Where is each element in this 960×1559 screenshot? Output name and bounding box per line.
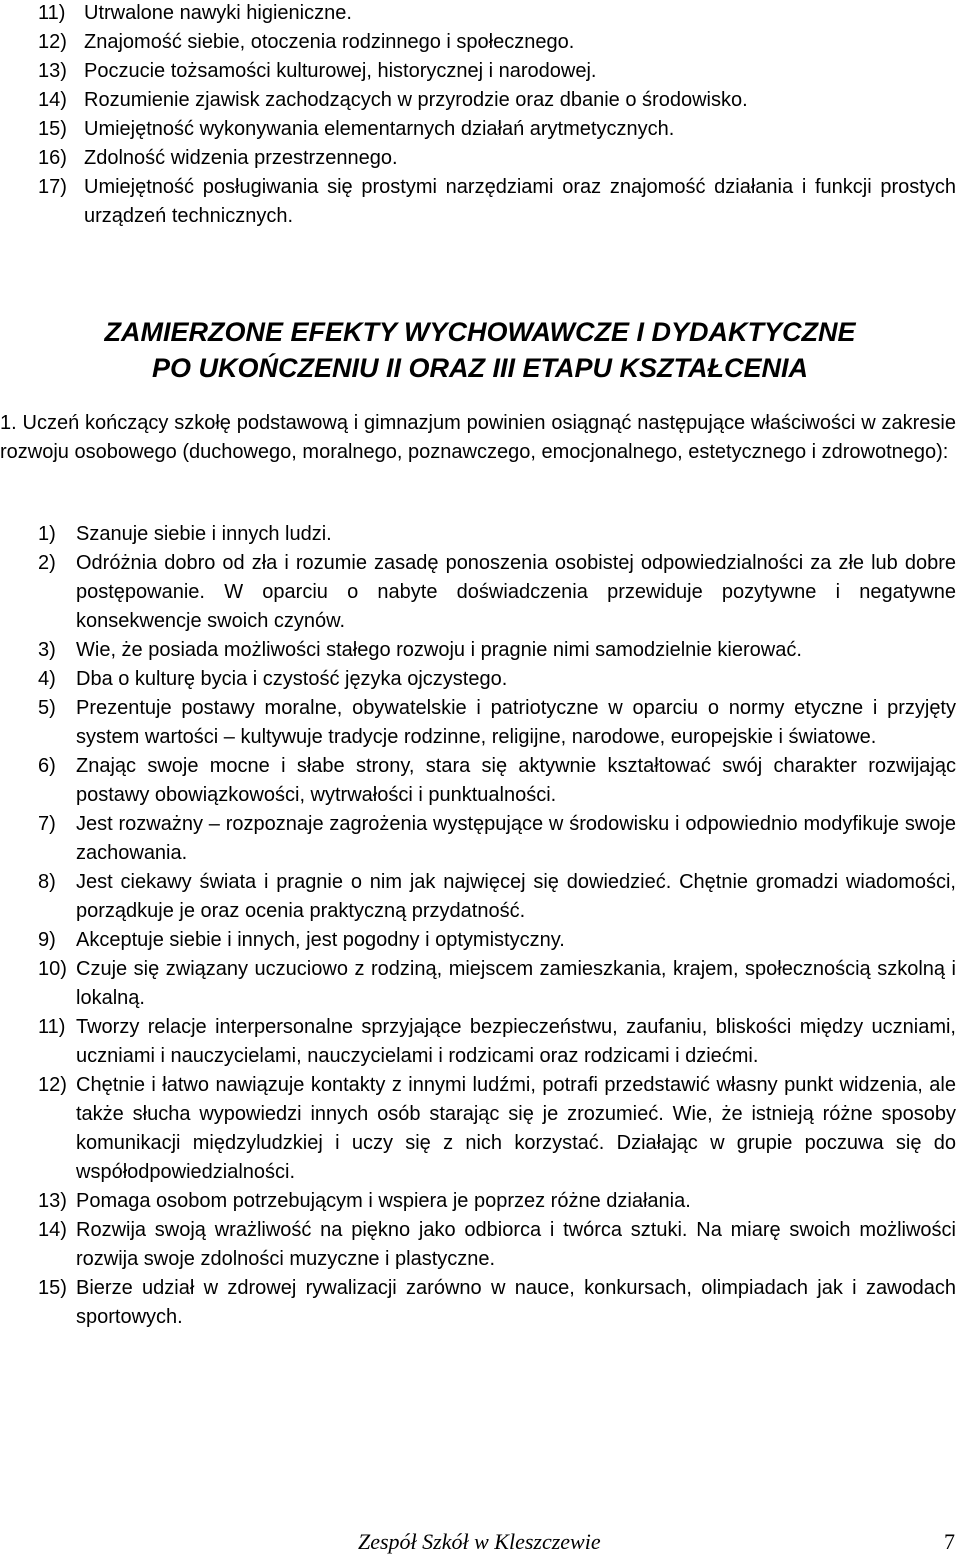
list-item-number: 13)	[38, 60, 67, 82]
list-item-number: 3)	[38, 639, 56, 661]
list-item	[38, 694, 956, 752]
list-item-number: 4)	[38, 668, 56, 690]
list-item-text: Jest ciekawy świata i pragnie o nim jak najwięcej się dowiedzieć. Chętnie gromadzi wiadomości, porządkuje je oraz ocenia praktyczną przydatność.	[76, 871, 956, 922]
list-item-number: 10)	[38, 958, 67, 980]
list-item-number: 7)	[38, 813, 56, 835]
list-item-text: Akceptuje siebie i innych, jest pogodny i optymistyczny.	[76, 929, 565, 951]
list-item-text: Pomaga osobom potrzebującym i wspiera je poprzez różne działania.	[76, 1190, 691, 1212]
list-item-text: Odróżnia dobro od zła i rozumie zasadę ponoszenia osobistej odpowiedzialności za złe lub dobre postępowanie. W oparciu o nabyte doświadczenia przewiduje pozytywne i negatywne konsekwencje swoich czynów.	[76, 552, 956, 632]
section-heading	[0, 314, 960, 386]
intro-paragraph	[0, 409, 956, 467]
list-item	[38, 926, 956, 955]
list-item	[38, 28, 956, 57]
list-item-number: 2)	[38, 552, 56, 574]
list-item-number: 14)	[38, 1219, 67, 1241]
list-item	[38, 1216, 956, 1274]
list-item-text: Jest rozważny – rozpoznaje zagrożenia występujące w środowisku i odpowiednio modyfikuje swoje zachowania.	[76, 813, 956, 864]
list-item-text: Znajomość siebie, otoczenia rodzinnego i społecznego.	[84, 31, 575, 53]
list-item-text: Zdolność widzenia przestrzennego.	[84, 147, 398, 169]
list-item-number: 12)	[38, 31, 67, 53]
list-item	[38, 1274, 956, 1332]
list-item	[38, 955, 956, 1013]
list-item	[38, 173, 956, 231]
list-item	[38, 1071, 956, 1187]
list-item-text: Szanuje siebie i innych ludzi.	[76, 523, 332, 545]
list-item-text: Rozwija swoją wrażliwość na piękno jako odbiorca i twórca sztuki. Na miarę swoich możliwości rozwija swoje zdolności muzyczne i plastyczne.	[76, 1219, 956, 1270]
list-item-text: Umiejętność posługiwania się prostymi narzędziami oraz znajomość działania i funkcji prostych urządzeń technicznych.	[84, 176, 956, 227]
footer-page-number: 7	[944, 1529, 955, 1554]
skills-list-continued	[38, 0, 956, 231]
intro-number: 1.	[0, 412, 23, 434]
list-item	[38, 868, 956, 926]
list-item-text: Umiejętność wykonywania elementarnych działań arytmetycznych.	[84, 118, 675, 140]
list-item	[38, 1013, 956, 1071]
list-item-text: Utrwalone nawyki higieniczne.	[84, 2, 352, 24]
list-item-text: Dba o kulturę bycia i czystość języka ojczystego.	[76, 668, 508, 690]
list-item-number: 16)	[38, 147, 67, 169]
list-item-number: 13)	[38, 1190, 67, 1212]
heading-line-1: ZAMIERZONE EFEKTY WYCHOWAWCZE I DYDAKTYCZNE	[104, 317, 856, 347]
list-item-text: Czuje się związany uczuciowo z rodziną, miejscem zamieszkania, krajem, społecznością szkolną i lokalną.	[76, 958, 956, 1009]
list-item-text: Znając swoje mocne i słabe strony, stara się aktywnie kształtować swój charakter rozwijając postawy obowiązkowości, wytrwałości i punktualności.	[76, 755, 956, 806]
list-item-text: Wie, że posiada możliwości stałego rozwoju i pragnie nimi samodzielnie kierować.	[76, 639, 802, 661]
list-item-number: 17)	[38, 176, 67, 198]
list-item	[38, 810, 956, 868]
list-item-text: Bierze udział w zdrowej rywalizacji zarówno w nauce, konkursach, olimpiadach jak i zawodach sportowych.	[76, 1277, 956, 1328]
list-item-number: 15)	[38, 118, 67, 140]
list-item	[38, 57, 956, 86]
list-item-text: Prezentuje postawy moralne, obywatelskie i patriotyczne w oparciu o normy etyczne i przyjęty system wartości – kultywuje tradycje rodzinne, religijne, narodowe, europejskie i światowe.	[76, 697, 956, 748]
list-item-number: 11)	[38, 1016, 66, 1038]
heading-line-2: PO UKOŃCZENIU II ORAZ III ETAPU KSZTAŁCENIA	[151, 353, 808, 383]
list-item	[38, 115, 956, 144]
list-item	[38, 86, 956, 115]
list-item-text: Tworzy relacje interpersonalne sprzyjające bezpieczeństwu, zaufaniu, bliskości między uczniami, uczniami i nauczycielami, nauczycielami i rodzicami oraz rodzicami i dziećmi.	[76, 1016, 956, 1067]
list-item-text: Chętnie i łatwo nawiązuje kontakty z innymi ludźmi, potrafi przedstawić własny punkt widzenia, ale także słucha wypowiedzi innych osób starając się je zrozumieć. Wie, że istnieją różne sposoby komunikacji międzyludzkiej i uczy się z nich korzystać. Działając w grupie poczuwa się do współodpowiedzialności.	[76, 1074, 956, 1183]
list-item	[38, 665, 956, 694]
list-item-number: 14)	[38, 89, 67, 111]
list-item-number: 5)	[38, 697, 56, 719]
list-item	[38, 549, 956, 636]
list-item-text: Rozumienie zjawisk zachodzących w przyrodzie oraz dbanie o środowisko.	[84, 89, 748, 111]
list-item	[38, 1187, 956, 1216]
list-item-number: 15)	[38, 1277, 67, 1299]
list-item	[38, 520, 956, 549]
list-item-number: 6)	[38, 755, 56, 777]
list-item	[38, 752, 956, 810]
list-item-number: 1)	[38, 523, 56, 545]
list-item-number: 11)	[38, 2, 66, 24]
list-item	[38, 144, 956, 173]
outcomes-list	[38, 520, 956, 1332]
list-item-number: 12)	[38, 1074, 67, 1096]
list-item-number: 9)	[38, 929, 56, 951]
list-item-text: Poczucie tożsamości kulturowej, historycznej i narodowej.	[84, 60, 597, 82]
list-item-number: 8)	[38, 871, 56, 893]
intro-text: Uczeń kończący szkołę podstawową i gimnazjum powinien osiągnąć następujące właściwości w zakresie rozwoju osobowego (duchowego, moralnego, poznawczego, emocjonalnego, estetycznego i zdrowotnego):	[0, 412, 956, 463]
footer-school-name: Zespół Szkół w Kleszczewie	[358, 1529, 601, 1554]
list-item	[38, 0, 956, 28]
list-item	[38, 636, 956, 665]
